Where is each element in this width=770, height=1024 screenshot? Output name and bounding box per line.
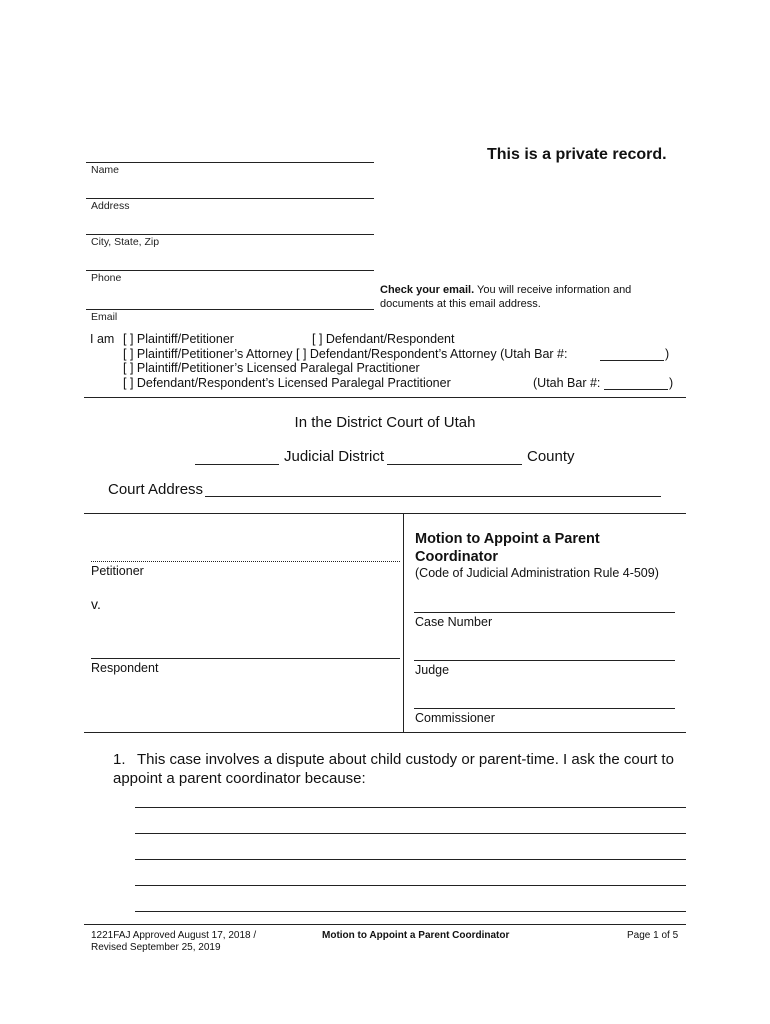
name-line[interactable] bbox=[86, 162, 374, 163]
court-address-label: Court Address bbox=[108, 481, 204, 498]
attorney-bar-close: ) bbox=[665, 347, 670, 361]
item-number: 1. bbox=[113, 751, 126, 768]
court-address-line[interactable] bbox=[205, 496, 661, 497]
judge-label: Judge bbox=[415, 663, 450, 677]
case-number-label: Case Number bbox=[415, 615, 493, 629]
page-number: Page 1 of 5 bbox=[627, 930, 679, 941]
caption-bottom-border bbox=[84, 732, 686, 733]
email-label: Email bbox=[91, 311, 118, 323]
phone-line[interactable] bbox=[86, 270, 374, 271]
attorney-checkboxes-row[interactable]: [ ] Plaintiff/Petitioner’s Attorney [ ] Defendant/Respondent’s Attorney (Utah Bar #: bbox=[123, 347, 568, 361]
case-number-line[interactable] bbox=[414, 612, 675, 613]
reason-line-3[interactable] bbox=[135, 859, 686, 860]
petitioner-label: Petitioner bbox=[91, 564, 144, 578]
commissioner-label: Commissioner bbox=[415, 711, 495, 725]
document-title: Motion to Appoint a Parent Coordinator bbox=[415, 531, 600, 565]
reason-line-4[interactable] bbox=[135, 885, 686, 886]
paralegal-bar-number-line[interactable] bbox=[604, 389, 668, 390]
judicial-district-line[interactable] bbox=[195, 464, 279, 465]
plaintiff-paralegal-checkbox[interactable]: [ ] Plaintiff/Petitioner’s Licensed Paralegal Practitioner bbox=[123, 361, 420, 375]
footer-title: Motion to Appoint a Parent Coordinator bbox=[322, 930, 510, 941]
county-label: County bbox=[527, 448, 575, 465]
respondent-line[interactable] bbox=[91, 658, 400, 659]
email-note-bold: Check your email. bbox=[380, 284, 475, 296]
defendant-respondent-checkbox[interactable]: [ ] Defendant/Respondent bbox=[312, 332, 455, 346]
county-line[interactable] bbox=[387, 464, 522, 465]
versus-label: v. bbox=[91, 596, 101, 612]
private-record-notice: This is a private record. bbox=[487, 146, 667, 163]
section-divider bbox=[84, 397, 686, 398]
paralegal-bar-close: ) bbox=[669, 376, 674, 390]
city-state-zip-label: City, State, Zip bbox=[91, 236, 160, 248]
footer-revised: Revised September 25, 2019 bbox=[91, 942, 221, 953]
item-1 bbox=[113, 750, 693, 788]
footer-divider bbox=[84, 924, 686, 925]
plaintiff-petitioner-checkbox[interactable]: [ ] Plaintiff/Petitioner bbox=[123, 332, 234, 346]
name-label: Name bbox=[91, 164, 120, 176]
defendant-paralegal-checkbox[interactable]: [ ] Defendant/Respondent’s Licensed Paralegal Practitioner bbox=[123, 376, 451, 390]
commissioner-line[interactable] bbox=[414, 708, 675, 709]
footer-form-info bbox=[91, 930, 256, 954]
email-note-text: You will receive information and documents at this email address. bbox=[380, 284, 632, 310]
reason-line-2[interactable] bbox=[135, 833, 686, 834]
court-title: In the District Court of Utah bbox=[294, 414, 476, 431]
address-line[interactable] bbox=[86, 198, 374, 199]
city-state-zip-line[interactable] bbox=[86, 234, 374, 235]
judge-line[interactable] bbox=[414, 660, 675, 661]
caption-divider bbox=[403, 513, 404, 732]
respondent-label: Respondent bbox=[91, 661, 159, 675]
phone-label: Phone bbox=[91, 272, 122, 284]
item-text: This case involves a dispute about child custody or parent-time. I ask the court to appoint a parent coordinator because: bbox=[113, 751, 674, 787]
judicial-district-label: Judicial District bbox=[284, 448, 385, 465]
i-am-label: I am bbox=[90, 332, 115, 346]
footer-approved: 1221FAJ Approved August 17, 2018 / bbox=[91, 930, 257, 941]
reason-line-5[interactable] bbox=[135, 911, 686, 912]
attorney-bar-number-line[interactable] bbox=[600, 360, 664, 361]
email-note bbox=[380, 283, 670, 311]
reason-line-1[interactable] bbox=[135, 807, 686, 808]
rule-reference: (Code of Judicial Administration Rule 4-509) bbox=[415, 566, 659, 580]
address-label: Address bbox=[91, 200, 130, 212]
email-line[interactable] bbox=[86, 309, 374, 310]
caption-top-border bbox=[84, 513, 686, 514]
petitioner-line[interactable] bbox=[91, 561, 400, 562]
paralegal-bar-label: (Utah Bar #: bbox=[533, 376, 601, 390]
